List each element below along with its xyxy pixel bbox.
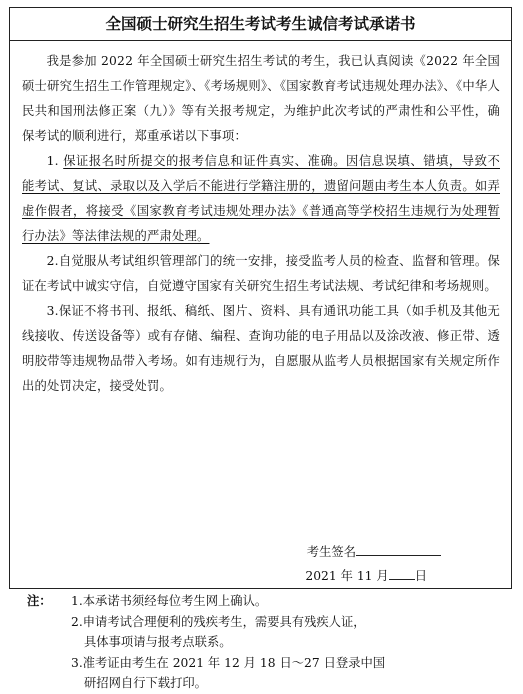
date-day-blank[interactable] [389,565,415,580]
item-1-text: 保证报名时所提交的报考信息和证件真实、准确。因信息误填、错填，导致不能考试、复试、录取以及入学后不能进行学籍注册的，遗留问题由考生本人负责。如弄虚作假者，将接受《国家教育考试违规处理办法》《普通高等学校招生违规行为处理暂行办法》等法律法规的严肃处理。 [22,154,500,243]
date-day-suffix: 日 [414,569,427,583]
note-3-continued: 研招网自行下载打印。 [84,676,207,690]
note-3: 3.准考证由考生在 2021 年 12 月 18 日～27 日登录中国 [71,655,386,670]
pledge-body [22,49,500,399]
pledge-item-1 [22,149,500,249]
date-month: 11 月 [356,569,389,583]
signature-line[interactable] [356,540,441,556]
intro-paragraph: 我是参加 2022 年全国硕士研究生招生考试的考生，我已认真阅读《2022 年全国硕士研究生招生工作管理规定》、《考场规则》、《国家教育考试违规处理办法》、《中华人民共和国刑法修正案（九）》等有关报考规定，为维护此次考试的严肃性和公平性，确保考试的顺利进行，郑重承诺以下事项： [22,54,500,143]
signature-row [307,540,441,565]
date-row [305,565,427,587]
note-1: 1.本承诺书须经每位考生网上确认。 [71,594,268,608]
pledge-form [9,7,512,589]
note-2-continued: 具体事项请与报考点联系。 [84,635,232,649]
item-1-number: 1. [46,154,64,168]
note-2: 2.申请考试合理便利的残疾考生，需要具有残疾人证， [71,614,366,629]
notes-section [27,591,497,694]
signature-label: 考生签名 [306,545,356,559]
document-title: 全国硕士研究生招生考试考生诚信考试承诺书 [10,8,511,41]
notes-label: 注： [27,594,52,608]
pledge-item-3: 3.保证不将书刊、报纸、稿纸、图片、资料、具有通讯功能工具（如手机及其他无线接收、传送设备等）或有存储、编程、查询功能的电子用品以及涂改液、修正带、透明胶带等违规物品带入考场。如有违规行为，自愿服从监考人员根据国家有关规定所作出的处罚决定，接受处罚。 [22,304,500,393]
pledge-item-2: 2.自觉服从考试组织管理部门的统一安排，接受监考人员的检查、监督和管理。保证在考试中诚实守信，自觉遵守国家有关研究生招生考试法规、考试纪律和考场规则。 [22,254,500,293]
date-year: 2021 年 [305,569,353,583]
